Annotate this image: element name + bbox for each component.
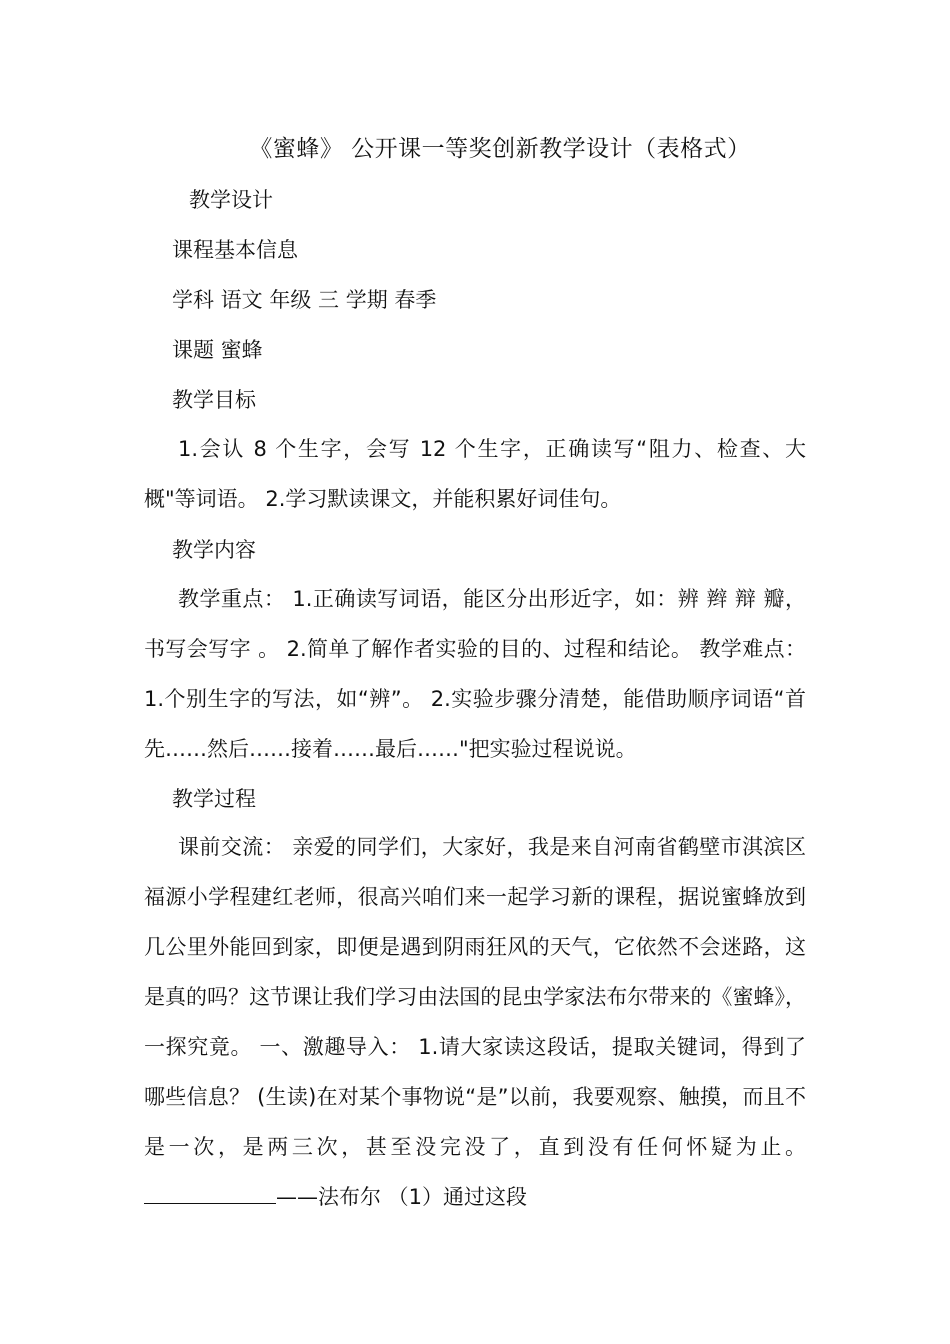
- document-title: 《蜜蜂》 公开课一等奖创新教学设计（表格式）: [249, 136, 751, 162]
- process-text-after-blank: ——法布尔 （1）通过这段: [276, 1185, 528, 1209]
- heading-process: 教学过程: [172, 787, 256, 811]
- heading-teaching-design: 教学设计: [189, 188, 273, 212]
- heading-objectives: 教学目标: [172, 388, 256, 412]
- heading-course-info: 课程基本信息: [172, 238, 298, 262]
- course-meta: 学科 语文 年级 三 学期 春季: [172, 288, 437, 312]
- process-text-before-blank: 课前交流： 亲爱的同学们，大家好，我是来自河南省鹤壁市淇滨区福源小学程建红老师，很高兴咱们来一起学习新的课程，据说蜜蜂放到几公里外能回到家，即便是遇到阴雨狂风的天气，它依然不会迷路，这是真的吗？这节课让我们学习由法国的昆虫学家法布尔带来的《蜜蜂》，一探究竟。 一、激趣导入： 1.请大家读这段话，提取关键词，得到了哪些信息？ (生读)在对某个事物说“是”以前，我要观察、触摸，而且不是一次，是两三次，甚至没完没了，直到没有任何怀疑为止。: [144, 835, 806, 1159]
- objectives-paragraph: 1.会认 8 个生字，会写 12 个生字，正确读写“阻力、检查、大概"等词语。 2.学习默读课文，并能积累好词佳句。: [144, 437, 806, 511]
- heading-content: 教学内容: [172, 538, 256, 562]
- content-paragraph: 教学重点： 1.正确读写词语，能区分出形近字，如：辨 辫 辩 瓣，书写会写字 。 2.简单了解作者实验的目的、过程和结论。 教学难点： 1.个别生字的写法，如“辨”。 2.实验步骤分清楚，能借助顺序词语“首先……然后……接着……最后……"把实验过程说说。: [144, 587, 806, 761]
- process-paragraph: [144, 822, 806, 1222]
- lesson-topic: 课题 蜜蜂: [172, 338, 263, 362]
- fill-in-blank: [144, 1181, 276, 1204]
